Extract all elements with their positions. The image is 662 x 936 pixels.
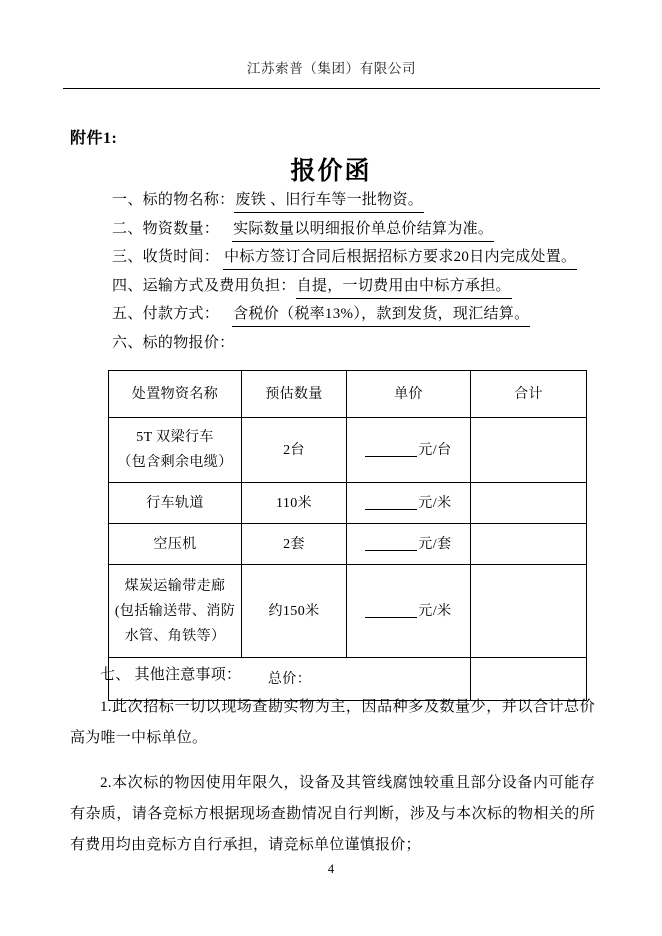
clause-4-value: 自提，一切费用由中标方承担。 bbox=[296, 275, 512, 299]
notes-heading: 七、 其他注意事项： bbox=[100, 667, 242, 683]
row-4-name-line-2: (包括输送带、消防 bbox=[114, 603, 236, 619]
clause-2-label: 、物资数量： bbox=[127, 220, 220, 237]
clause-5-label: 、付款方式： bbox=[127, 306, 220, 322]
clause-3-value: 中标方签订合同后根据招标方要求20日内完成处置。 bbox=[223, 246, 577, 270]
price-table bbox=[108, 370, 587, 701]
row-2-total[interactable] bbox=[471, 483, 587, 524]
clause-1-label: 、标的物名称： bbox=[127, 192, 235, 208]
row-4-unit-price bbox=[347, 565, 471, 658]
row-1-unit: 元/台 bbox=[418, 442, 452, 458]
row-1-name-line-1: 5T 双梁行车 bbox=[136, 430, 214, 445]
row-2-price-blank[interactable] bbox=[365, 509, 417, 510]
attachment-label: 附件1: bbox=[70, 130, 118, 147]
row-1-quantity: 2台 bbox=[242, 418, 347, 483]
clause-3-label: 、收货时间： bbox=[127, 249, 220, 265]
clause-3-number: 三 bbox=[112, 249, 128, 265]
clause-list bbox=[112, 186, 612, 357]
clause-6-number: 六 bbox=[112, 334, 128, 351]
clause-4-label: 、运输方式及费用负担： bbox=[127, 277, 296, 294]
row-2-unit: 元/米 bbox=[418, 495, 452, 511]
row-3-unit-price bbox=[347, 524, 471, 565]
company-name: 江苏索普（集团）有限公司 bbox=[246, 61, 417, 76]
row-1-total[interactable] bbox=[471, 418, 587, 483]
row-2-quantity: 110米 bbox=[242, 483, 347, 524]
table-row bbox=[109, 483, 587, 524]
row-2-name: 行车轨道 bbox=[109, 483, 242, 524]
row-4-total[interactable] bbox=[471, 565, 587, 658]
row-3-total[interactable] bbox=[471, 524, 587, 565]
column-header-quantity: 预估数量 bbox=[242, 371, 347, 418]
row-3-unit: 元/套 bbox=[418, 536, 452, 552]
clause-2-value: 实际数量以明细报价单总价结算为准。 bbox=[232, 218, 494, 242]
table-row bbox=[109, 418, 587, 483]
page-number: 4 bbox=[327, 862, 335, 876]
row-1-name bbox=[109, 418, 242, 483]
row-4-name bbox=[109, 565, 242, 658]
note-paragraph-1: 1.此次招标一切以现场查勘实物为主，因品种多及数量少，并以合计总价高为唯一中标单位。 bbox=[70, 699, 595, 746]
header-divider bbox=[63, 88, 600, 89]
clause-1-number: 一 bbox=[112, 192, 128, 208]
row-3-quantity: 2套 bbox=[242, 524, 347, 565]
row-1-name-lines bbox=[112, 425, 238, 475]
column-header-unit-price: 单价 bbox=[347, 371, 471, 418]
clause-4-number: 四 bbox=[112, 277, 128, 294]
total-label: 总价： bbox=[109, 658, 471, 701]
row-1-name-line-2: （包含剩余电缆） bbox=[117, 455, 233, 470]
clause-item-4 bbox=[112, 272, 612, 301]
table-header-row bbox=[109, 371, 587, 418]
clause-item-3 bbox=[112, 243, 612, 272]
clause-5-value: 含税价（税率13%），款到发货，现汇结算。 bbox=[232, 303, 530, 327]
table-row bbox=[109, 565, 587, 658]
row-4-price-blank[interactable] bbox=[365, 617, 417, 618]
running-header bbox=[63, 60, 600, 78]
page-title: 报价函 bbox=[290, 157, 372, 185]
row-4-name-line-1: 煤炭运输带走廊 bbox=[124, 578, 226, 594]
row-3-name: 空压机 bbox=[109, 524, 242, 565]
row-4-unit: 元/米 bbox=[418, 603, 452, 619]
row-4-name-lines bbox=[112, 574, 238, 649]
clause-item-6 bbox=[112, 329, 612, 358]
row-4-quantity: 约150米 bbox=[242, 565, 347, 658]
row-2-unit-price bbox=[347, 483, 471, 524]
row-4-name-line-3: 水管、角铁等） bbox=[124, 628, 226, 644]
clause-item-1 bbox=[112, 186, 612, 215]
row-1-unit-price bbox=[347, 418, 471, 483]
note-paragraph-2: 2.本次标的物因使用年限久，设备及其管线腐蚀较重且部分设备内可能存有杂质，请各竞标方根据现场查勘情况自行判断，涉及与本次标的物相关的所有费用均由竞标方自行承担，请竞标单位谨慎报价； bbox=[70, 775, 595, 853]
row-3-price-blank[interactable] bbox=[365, 550, 417, 551]
clause-6-label: 、标的物报价： bbox=[127, 334, 235, 351]
notes-section bbox=[70, 660, 595, 861]
clause-1-value: 废铁 、旧行车等一批物资。 bbox=[234, 189, 424, 213]
clause-2-number: 二 bbox=[112, 220, 128, 237]
table-row bbox=[109, 524, 587, 565]
clause-item-2 bbox=[112, 215, 612, 244]
clause-5-number: 五 bbox=[112, 306, 128, 322]
column-header-name: 处置物资名称 bbox=[109, 371, 242, 418]
column-header-total: 合计 bbox=[471, 371, 587, 418]
clause-item-5 bbox=[112, 300, 612, 329]
row-1-price-blank[interactable] bbox=[365, 456, 417, 457]
